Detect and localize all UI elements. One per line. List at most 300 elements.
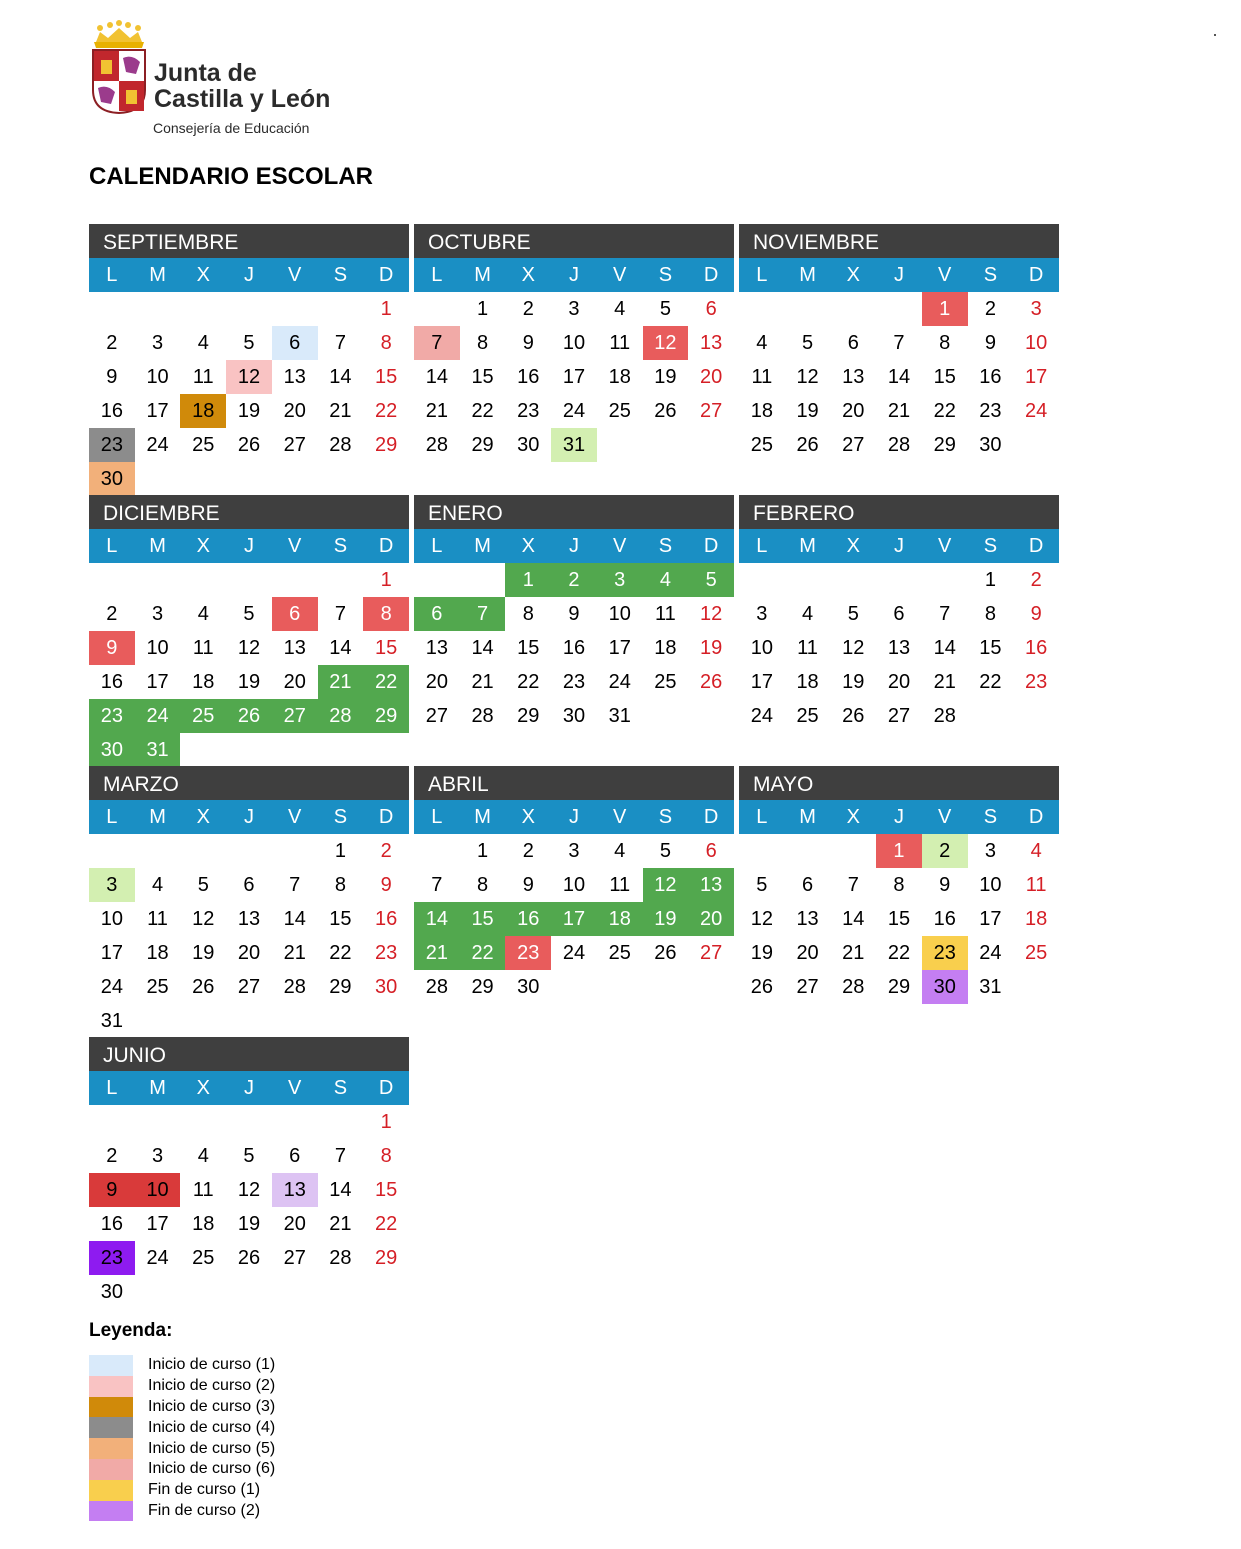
weekday-label: M — [149, 264, 166, 286]
weekday-label: L — [106, 806, 118, 828]
day-cell: 7 — [334, 332, 346, 354]
day-cell: 25 — [146, 976, 169, 998]
day-cell: 1 — [477, 298, 489, 320]
day-cell: 25 — [180, 699, 226, 733]
weekday-label: S — [658, 264, 673, 286]
day-cell: 16 — [562, 637, 586, 659]
day-cell: 13 — [272, 1173, 318, 1207]
day-cell: 5 — [688, 563, 734, 597]
legend-label: Inicio de curso (3) — [148, 1397, 276, 1415]
day-cell: 26 — [192, 976, 215, 998]
weekday-label: X — [846, 806, 860, 828]
weekday-label: D — [378, 1077, 394, 1099]
day-cell: 24 — [146, 1247, 169, 1269]
weekday-label: L — [431, 264, 443, 286]
day-cell: 19 — [237, 400, 261, 422]
day-cell: 5 — [802, 332, 814, 354]
legend-label: Inicio de curso (2) — [148, 1377, 276, 1395]
day-cell: 3 — [1030, 298, 1042, 320]
day-cell: 4 — [152, 874, 164, 896]
weekday-label: S — [658, 535, 673, 557]
day-cell: 30 — [562, 705, 586, 727]
month-name: FEBRERO — [739, 495, 1059, 529]
month-noviembre — [739, 224, 1059, 462]
weekday-label: L — [431, 535, 443, 557]
empty-cell — [226, 1105, 272, 1139]
month-name: MARZO — [89, 766, 409, 800]
day-cell: 28 — [318, 699, 364, 733]
day-cell: 22 — [887, 942, 911, 964]
day-cell: 22 — [363, 665, 409, 699]
day-cell: 4 — [197, 603, 209, 625]
weekday-label: X — [196, 535, 210, 557]
day-cell: 6 — [272, 326, 318, 360]
empty-cell — [785, 834, 831, 868]
day-cell: 15 — [471, 366, 494, 388]
day-cell: 20 — [796, 942, 819, 964]
legend-item — [89, 1501, 275, 1522]
day-cell: 20 — [688, 902, 734, 936]
day-cell: 24 — [562, 400, 586, 422]
empty-cell — [785, 563, 831, 597]
month-name: ABRIL — [414, 766, 734, 800]
legend-swatch — [89, 1438, 133, 1459]
day-cell: 19 — [654, 366, 677, 388]
legend-swatch — [89, 1480, 133, 1501]
day-cell: 28 — [425, 976, 448, 998]
day-cell: 4 — [802, 603, 814, 625]
weekday-header — [89, 529, 409, 563]
day-cell: 15 — [887, 908, 911, 930]
day-grid — [414, 292, 734, 462]
day-cell: 9 — [1030, 603, 1042, 625]
weekday-label: M — [149, 1077, 166, 1099]
day-cell: 6 — [289, 1145, 301, 1167]
day-cell: 1 — [505, 563, 551, 597]
day-cell: 3 — [152, 603, 164, 625]
empty-cell — [318, 563, 364, 597]
day-cell: 8 — [939, 332, 951, 354]
day-cell: 2 — [380, 840, 392, 862]
day-grid — [414, 563, 734, 733]
weekday-label: D — [703, 264, 719, 286]
empty-cell — [414, 563, 460, 597]
day-cell: 26 — [226, 699, 272, 733]
month-octubre — [414, 224, 734, 462]
day-cell: 6 — [414, 597, 460, 631]
day-cell: 17 — [979, 908, 1002, 930]
empty-cell — [272, 834, 318, 868]
weekday-label: D — [1028, 264, 1044, 286]
day-cell: 10 — [608, 603, 631, 625]
day-cell: 12 — [192, 908, 215, 930]
day-cell: 10 — [1025, 332, 1048, 354]
day-cell: 19 — [750, 942, 773, 964]
day-cell: 12 — [796, 366, 819, 388]
day-cell: 31 — [100, 1010, 123, 1032]
weekday-label: J — [568, 264, 579, 286]
day-cell: 2 — [106, 1145, 118, 1167]
day-cell: 29 — [471, 434, 494, 456]
empty-cell — [180, 563, 226, 597]
day-cell: 7 — [893, 332, 905, 354]
day-cell: 6 — [847, 332, 859, 354]
day-cell: 6 — [272, 597, 318, 631]
day-cell: 10 — [979, 874, 1002, 896]
day-cell: 18 — [796, 671, 819, 693]
day-cell: 18 — [608, 366, 631, 388]
day-cell: 8 — [522, 603, 534, 625]
day-cell: 3 — [152, 332, 164, 354]
legend-swatch — [89, 1417, 133, 1438]
day-cell: 17 — [100, 942, 123, 964]
empty-cell — [785, 292, 831, 326]
weekday-label: L — [106, 264, 118, 286]
weekday-label: M — [474, 264, 491, 286]
empty-cell — [180, 834, 226, 868]
day-cell: 23 — [922, 936, 968, 970]
day-cell: 31 — [135, 733, 181, 767]
day-cell: 13 — [887, 637, 911, 659]
day-cell: 26 — [237, 434, 261, 456]
weekday-header — [89, 800, 409, 834]
day-cell: 22 — [375, 400, 398, 422]
day-cell: 31 — [551, 428, 597, 462]
day-cell: 16 — [979, 366, 1002, 388]
empty-cell — [272, 1105, 318, 1139]
day-cell: 9 — [380, 874, 392, 896]
day-cell: 25 — [750, 434, 773, 456]
weekday-label: D — [378, 535, 394, 557]
month-junio — [89, 1037, 409, 1309]
day-cell: 27 — [887, 705, 911, 727]
day-cell: 11 — [609, 874, 631, 896]
weekday-label: X — [521, 806, 535, 828]
weekday-label: X — [521, 264, 535, 286]
empty-cell — [135, 834, 181, 868]
day-cell: 30 — [922, 970, 968, 1004]
day-cell: 13 — [237, 908, 261, 930]
day-cell: 17 — [146, 671, 169, 693]
day-cell: 28 — [283, 976, 306, 998]
day-cell: 17 — [146, 1213, 169, 1235]
day-cell: 14 — [329, 637, 352, 659]
weekday-label: L — [431, 806, 443, 828]
day-cell: 8 — [380, 332, 392, 354]
day-cell: 22 — [375, 1213, 398, 1235]
day-cell: 12 — [842, 637, 865, 659]
weekday-header — [414, 258, 734, 292]
day-cell: 24 — [562, 942, 586, 964]
weekday-label: M — [149, 535, 166, 557]
day-cell: 9 — [522, 332, 534, 354]
day-cell: 6 — [705, 840, 717, 862]
day-cell: 23 — [517, 400, 540, 422]
day-cell: 10 — [135, 1173, 181, 1207]
day-cell: 29 — [933, 434, 956, 456]
day-cell: 9 — [568, 603, 580, 625]
day-cell: 21 — [283, 942, 306, 964]
month-abril — [414, 766, 734, 1004]
empty-cell — [414, 834, 460, 868]
day-cell: 1 — [334, 840, 346, 862]
day-cell: 29 — [887, 976, 911, 998]
legend-item — [89, 1355, 275, 1376]
day-cell: 27 — [796, 976, 819, 998]
month-mayo — [739, 766, 1059, 1004]
legend-label: Inicio de curso (1) — [148, 1356, 276, 1374]
day-cell: 11 — [751, 366, 773, 388]
weekday-label: L — [756, 806, 768, 828]
day-cell: 22 — [329, 942, 352, 964]
day-cell: 2 — [522, 298, 534, 320]
month-name: OCTUBRE — [414, 224, 734, 258]
day-cell: 7 — [431, 874, 443, 896]
empty-cell — [226, 834, 272, 868]
day-grid — [89, 1105, 409, 1309]
empty-cell — [135, 1105, 181, 1139]
empty-cell — [922, 563, 968, 597]
org-name-line2: Castilla y León — [154, 85, 331, 113]
legend-item — [89, 1397, 275, 1418]
legend-swatch — [89, 1459, 133, 1480]
day-cell: 19 — [237, 1213, 261, 1235]
day-cell: 13 — [283, 637, 306, 659]
day-cell: 5 — [756, 874, 768, 896]
day-cell: 20 — [887, 671, 911, 693]
day-cell: 14 — [842, 908, 865, 930]
day-cell: 25 — [192, 434, 215, 456]
day-cell: 19 — [700, 637, 723, 659]
weekday-label: S — [333, 535, 348, 557]
legend-swatch — [89, 1397, 133, 1418]
day-cell: 12 — [226, 360, 272, 394]
day-cell: 12 — [643, 868, 689, 902]
day-cell: 23 — [89, 1241, 135, 1275]
weekday-label: J — [568, 535, 579, 557]
month-name: SEPTIEMBRE — [89, 224, 409, 258]
weekday-label: S — [333, 806, 348, 828]
weekday-label: V — [938, 264, 952, 286]
empty-cell — [830, 563, 876, 597]
day-cell: 29 — [375, 1247, 398, 1269]
empty-cell — [89, 563, 135, 597]
day-cell: 18 — [750, 400, 773, 422]
day-cell: 7 — [289, 874, 301, 896]
day-cell: 30 — [89, 462, 135, 496]
empty-cell — [739, 834, 785, 868]
day-cell: 30 — [517, 434, 540, 456]
day-cell: 30 — [375, 976, 398, 998]
month-enero — [414, 495, 734, 733]
day-cell: 1 — [477, 840, 489, 862]
weekday-label: V — [288, 535, 302, 557]
empty-cell — [414, 292, 460, 326]
day-cell: 29 — [329, 976, 352, 998]
day-cell: 20 — [283, 400, 306, 422]
weekday-label: V — [288, 806, 302, 828]
day-cell: 17 — [608, 637, 631, 659]
weekday-label: J — [568, 806, 579, 828]
day-cell: 3 — [89, 868, 135, 902]
weekday-header — [739, 529, 1059, 563]
day-cell: 25 — [654, 671, 677, 693]
weekday-label: V — [288, 1077, 302, 1099]
day-cell: 2 — [984, 298, 996, 320]
day-cell: 3 — [984, 840, 996, 862]
day-cell: 5 — [659, 298, 671, 320]
month-septiembre — [89, 224, 409, 496]
day-cell: 10 — [146, 637, 169, 659]
empty-cell — [89, 292, 135, 326]
weekday-label: M — [474, 806, 491, 828]
day-cell: 18 — [597, 902, 643, 936]
day-cell: 8 — [380, 1145, 392, 1167]
day-cell: 8 — [334, 874, 346, 896]
day-cell: 27 — [237, 976, 261, 998]
day-cell: 19 — [192, 942, 215, 964]
weekday-label: D — [378, 264, 394, 286]
day-cell: 1 — [380, 569, 392, 591]
weekday-header — [414, 800, 734, 834]
day-cell: 16 — [505, 902, 551, 936]
day-cell: 28 — [887, 434, 911, 456]
day-cell: 12 — [700, 603, 723, 625]
day-cell: 1 — [922, 292, 968, 326]
day-cell: 6 — [802, 874, 814, 896]
day-cell: 30 — [517, 976, 540, 998]
day-cell: 26 — [654, 942, 677, 964]
day-cell: 15 — [375, 637, 398, 659]
day-cell: 2 — [922, 834, 968, 868]
day-cell: 21 — [933, 671, 956, 693]
day-cell: 24 — [146, 434, 169, 456]
day-cell: 11 — [147, 908, 168, 930]
weekday-label: X — [196, 264, 210, 286]
day-cell: 1 — [380, 1111, 392, 1133]
day-cell: 21 — [887, 400, 911, 422]
day-cell: 9 — [522, 874, 534, 896]
empty-cell — [135, 292, 181, 326]
day-cell: 1 — [380, 298, 392, 320]
day-cell: 13 — [796, 908, 819, 930]
day-cell: 13 — [688, 868, 734, 902]
day-cell: 19 — [796, 400, 819, 422]
day-cell: 11 — [797, 637, 818, 659]
empty-cell — [272, 563, 318, 597]
day-cell: 17 — [562, 366, 586, 388]
day-cell: 24 — [979, 942, 1002, 964]
day-grid — [739, 292, 1059, 462]
day-cell: 18 — [180, 394, 226, 428]
day-cell: 28 — [933, 705, 956, 727]
day-cell: 29 — [375, 434, 398, 456]
day-cell: 5 — [847, 603, 859, 625]
day-cell: 15 — [933, 366, 956, 388]
empty-cell — [739, 292, 785, 326]
day-cell: 21 — [414, 936, 460, 970]
day-cell: 17 — [1025, 366, 1048, 388]
weekday-label: J — [893, 264, 904, 286]
day-cell: 18 — [192, 671, 215, 693]
weekday-label: V — [613, 264, 627, 286]
weekday-label: D — [1028, 535, 1044, 557]
day-cell: 13 — [283, 366, 306, 388]
department-name: Consejería de Educación — [153, 120, 310, 136]
day-cell: 2 — [551, 563, 597, 597]
day-cell: 14 — [887, 366, 911, 388]
day-cell: 11 — [1025, 874, 1047, 896]
day-cell: 4 — [643, 563, 689, 597]
weekday-label: J — [243, 535, 254, 557]
day-cell: 1 — [876, 834, 922, 868]
day-cell: 4 — [614, 840, 626, 862]
legend-swatch — [89, 1501, 133, 1522]
weekday-label: D — [378, 806, 394, 828]
day-cell: 12 — [750, 908, 773, 930]
day-cell: 24 — [1025, 400, 1048, 422]
day-cell: 16 — [375, 908, 398, 930]
empty-cell — [830, 292, 876, 326]
day-cell: 19 — [842, 671, 865, 693]
weekday-label: D — [703, 535, 719, 557]
day-cell: 20 — [283, 671, 306, 693]
day-cell: 25 — [796, 705, 819, 727]
day-cell: 29 — [471, 976, 494, 998]
day-cell: 10 — [562, 874, 586, 896]
weekday-header — [414, 529, 734, 563]
day-cell: 23 — [89, 428, 135, 462]
empty-cell — [318, 1105, 364, 1139]
day-cell: 4 — [197, 1145, 209, 1167]
day-cell: 11 — [192, 1179, 214, 1201]
day-cell: 10 — [750, 637, 773, 659]
legend-item — [89, 1438, 275, 1459]
weekday-label: L — [756, 264, 768, 286]
day-cell: 3 — [568, 298, 580, 320]
day-grid — [89, 563, 409, 767]
day-cell: 18 — [146, 942, 169, 964]
legend — [89, 1355, 275, 1521]
empty-cell — [460, 563, 506, 597]
day-cell: 13 — [842, 366, 865, 388]
empty-cell — [876, 563, 922, 597]
legend-swatch — [89, 1376, 133, 1397]
day-cell: 22 — [933, 400, 956, 422]
legend-label: Fin de curso (1) — [148, 1481, 261, 1499]
empty-cell — [739, 563, 785, 597]
day-cell: 26 — [237, 1247, 261, 1269]
day-cell: 16 — [1025, 637, 1048, 659]
legend-item — [89, 1376, 275, 1397]
empty-cell — [318, 292, 364, 326]
day-cell: 27 — [700, 400, 723, 422]
day-cell: 23 — [375, 942, 398, 964]
day-cell: 1 — [984, 569, 996, 591]
day-cell: 3 — [756, 603, 768, 625]
day-cell: 2 — [106, 332, 118, 354]
day-cell: 5 — [659, 840, 671, 862]
weekday-label: S — [983, 535, 998, 557]
day-cell: 8 — [363, 597, 409, 631]
day-cell: 13 — [425, 637, 448, 659]
weekday-label: S — [333, 1077, 348, 1099]
legend-label: Inicio de curso (4) — [148, 1418, 276, 1436]
day-cell: 28 — [842, 976, 865, 998]
empty-cell — [830, 834, 876, 868]
day-grid — [739, 563, 1059, 733]
day-cell: 20 — [842, 400, 865, 422]
